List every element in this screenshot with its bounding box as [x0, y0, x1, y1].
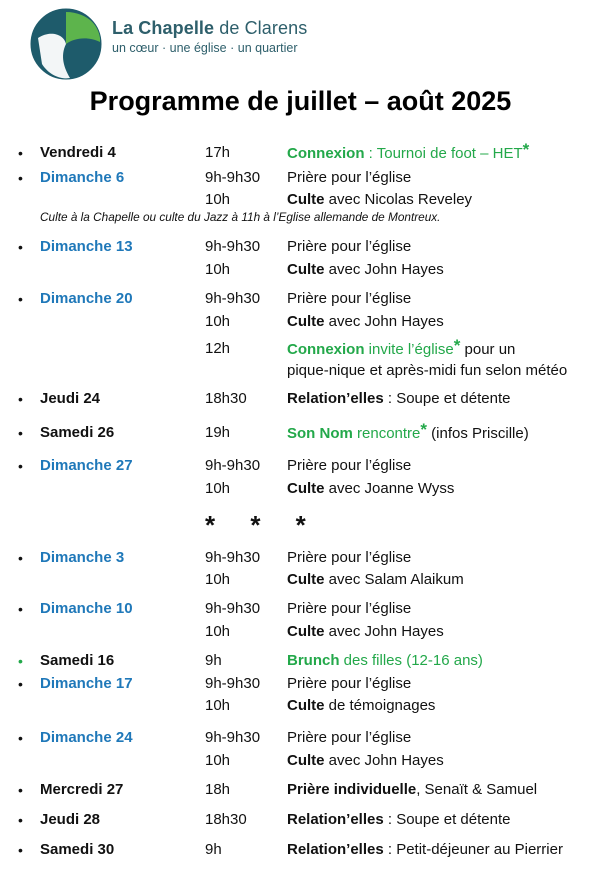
list-item [0, 236, 601, 258]
list-item [0, 569, 601, 591]
list-item [0, 311, 601, 333]
event-time: 18h30 [205, 811, 247, 828]
event-time: 10h [205, 697, 231, 714]
bullet: • [18, 601, 23, 617]
bullet: • [18, 550, 23, 566]
bullet: • [18, 170, 23, 186]
event-time: 17h [205, 144, 231, 161]
list-item [0, 779, 601, 801]
event-time: 9h-9h30 [205, 675, 261, 692]
event-time: 10h [205, 313, 231, 330]
list-item [0, 809, 601, 831]
event-time: 9h-9h30 [205, 457, 261, 474]
event-time: 12h [205, 340, 231, 357]
event-desc: Culte avec John Hayes [287, 752, 444, 769]
event-time: 9h-9h30 [205, 549, 261, 566]
note-text: Culte à la Chapelle ou culte du Jazz à 11h à l’Eglise allemande de Montreux. [40, 210, 441, 224]
event-time: 9h-9h30 [205, 729, 261, 746]
event-time: 9h [205, 841, 222, 858]
event-desc: Culte avec Salam Alaikum [287, 571, 464, 588]
event-day: Mercredi 27 [40, 781, 124, 798]
event-time: 9h-9h30 [205, 238, 261, 255]
event-time: 9h [205, 652, 222, 669]
event-time: 9h-9h30 [205, 169, 261, 186]
event-day: Jeudi 28 [40, 811, 101, 828]
event-desc: Connexion invite l’église* pour un [287, 336, 516, 358]
event-time: 9h-9h30 [205, 600, 261, 617]
list-item [0, 388, 601, 410]
event-day: Dimanche 13 [40, 238, 133, 255]
bullet: • [18, 653, 23, 669]
event-day: Dimanche 6 [40, 169, 125, 186]
event-desc: Prière individuelle, Senaït & Samuel [287, 781, 538, 798]
list-item [0, 360, 601, 382]
event-day: Samedi 30 [40, 841, 115, 858]
list-item [0, 422, 601, 444]
event-desc: Prière pour l’église [287, 238, 412, 255]
event-day: Vendredi 4 [40, 144, 116, 161]
list-item [0, 695, 601, 717]
event-desc: Relation’elles : Petit-déjeuner au Pierrier [287, 841, 563, 858]
event-desc: Culte avec John Hayes [287, 261, 444, 278]
event-time: 10h [205, 191, 231, 208]
bullet: • [18, 730, 23, 746]
event-day: Dimanche 24 [40, 729, 133, 746]
church-logo [30, 8, 102, 80]
list-item [0, 727, 601, 749]
event-desc: Prière pour l’église [287, 729, 412, 746]
event-desc: pique-nique et après-midi fun selon météo [287, 362, 568, 379]
list-item [0, 650, 601, 672]
event-time: 10h [205, 261, 231, 278]
event-day: Samedi 26 [40, 424, 115, 441]
brand-name: La Chapelle de Clarens [112, 18, 308, 38]
event-desc: Son Nom rencontre* (infos Priscille) [287, 420, 529, 442]
event-time: 19h [205, 424, 231, 441]
event-desc: Brunch des filles (12-16 ans) [287, 652, 483, 669]
list-item [0, 621, 601, 643]
bullet: • [18, 842, 23, 858]
list-item [0, 673, 601, 695]
event-desc: Culte avec John Hayes [287, 623, 444, 640]
event-day: Dimanche 27 [40, 457, 133, 474]
list-item [0, 142, 601, 164]
list-item [0, 167, 601, 189]
bullet: • [18, 782, 23, 798]
event-desc: Prière pour l’église [287, 600, 412, 617]
brand-tagline: un cœur · une église · un quartier [112, 41, 298, 55]
list-item [0, 338, 601, 360]
event-desc: Prière pour l’église [287, 457, 412, 474]
event-desc: Relation’elles : Soupe et détente [287, 390, 511, 407]
event-desc: Prière pour l’église [287, 169, 412, 186]
brand-block [112, 18, 307, 55]
event-desc: Culte avec Joanne Wyss [287, 480, 455, 497]
event-desc: Connexion : Tournoi de foot – HET* [287, 140, 530, 162]
event-time: 10h [205, 623, 231, 640]
event-desc: Relation’elles : Soupe et détente [287, 811, 511, 828]
event-day: Dimanche 10 [40, 600, 133, 617]
list-item [0, 547, 601, 569]
list-item [0, 839, 601, 861]
list-item [0, 750, 601, 772]
event-desc: Culte avec Nicolas Reveley [287, 191, 473, 208]
bullet: • [18, 145, 23, 161]
list-item [0, 259, 601, 281]
list-item [0, 478, 601, 500]
bullet: • [18, 291, 23, 307]
event-time: 18h30 [205, 390, 247, 407]
event-desc: Culte de témoignages [287, 697, 436, 714]
event-day: Jeudi 24 [40, 390, 101, 407]
event-day: Dimanche 3 [40, 549, 125, 566]
event-time: 10h [205, 480, 231, 497]
event-time: 10h [205, 571, 231, 588]
list-item [0, 288, 601, 310]
bullet: • [18, 676, 23, 692]
list-item [0, 189, 601, 211]
event-day: Samedi 16 [40, 652, 115, 669]
bullet: • [18, 812, 23, 828]
event-day: Dimanche 20 [40, 290, 133, 307]
event-time: 18h [205, 781, 231, 798]
bullet: • [18, 425, 23, 441]
event-desc: Prière pour l’église [287, 549, 412, 566]
event-time: 10h [205, 752, 231, 769]
event-desc: Prière pour l’église [287, 675, 412, 692]
bullet: • [18, 239, 23, 255]
page-title: Programme de juillet – août 2025 [89, 86, 512, 116]
list-item [0, 455, 601, 477]
event-day: Dimanche 17 [40, 675, 133, 692]
bullet: • [18, 458, 23, 474]
bullet: • [18, 391, 23, 407]
event-time: 9h-9h30 [205, 290, 261, 307]
event-desc: Prière pour l’église [287, 290, 412, 307]
list-item [0, 598, 601, 620]
event-desc: Culte avec John Hayes [287, 313, 444, 330]
section-separator: * * * [205, 510, 320, 540]
